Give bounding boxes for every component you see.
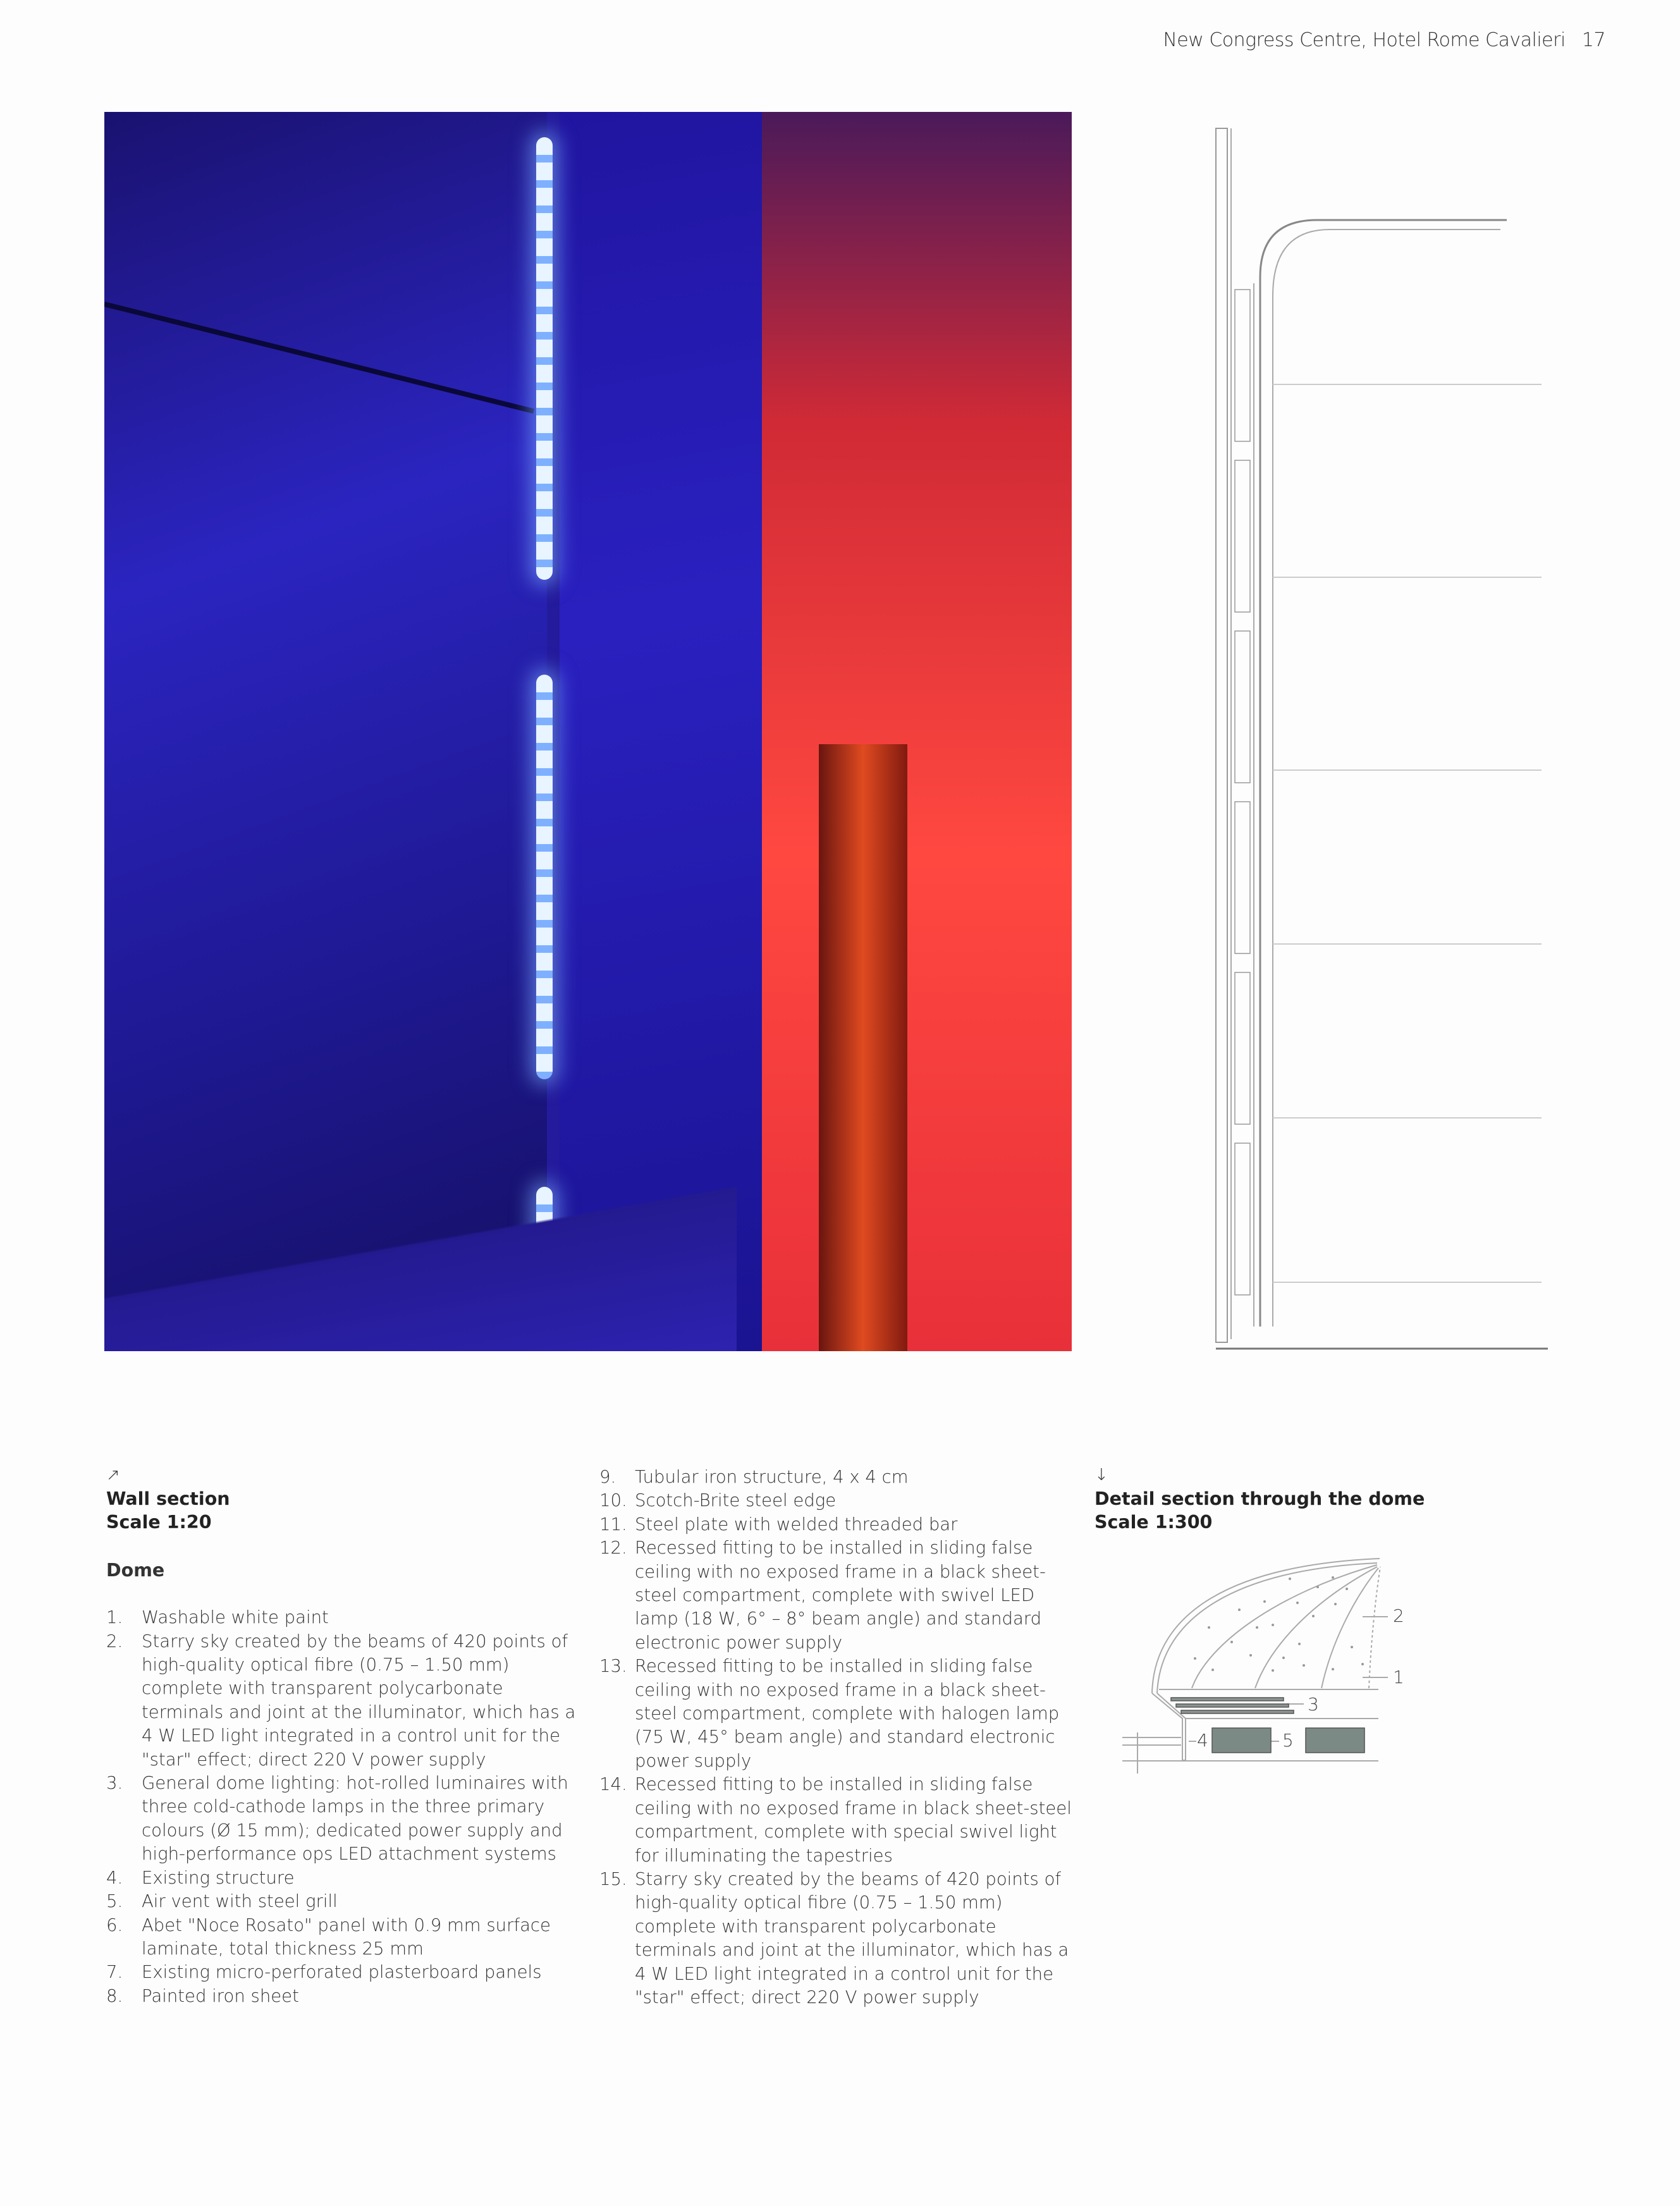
dome-label-4: 4	[1197, 1730, 1208, 1751]
arrow-up-right-icon: ↗	[106, 1466, 120, 1485]
item-text: Tubular iron structure, 4 x 4 cm	[635, 1467, 909, 1487]
item-number: 7.	[106, 1962, 123, 1983]
item-number: 8.	[106, 1985, 123, 2006]
item-number: 9.	[599, 1467, 616, 1487]
dome-label-1: 1	[1393, 1667, 1404, 1688]
legend-list	[599, 1466, 1080, 2009]
item-number: 1.	[106, 1607, 123, 1628]
legend-item	[106, 1985, 587, 2008]
led-strip	[536, 675, 553, 1079]
dome-label-3: 3	[1308, 1694, 1319, 1715]
wall-section-drawing	[1197, 119, 1551, 1352]
page-number: 17	[1581, 29, 1605, 51]
item-number: 4.	[106, 1867, 123, 1888]
legend-list	[106, 1606, 587, 2008]
legend-item	[599, 1655, 1080, 1773]
wall-section-caption-column	[106, 1466, 587, 2008]
legend-item	[106, 1961, 587, 1984]
legend-item	[106, 1630, 587, 1772]
corridor-vista	[762, 112, 1072, 1351]
item-number: 12.	[599, 1538, 627, 1559]
legend-item	[106, 1606, 587, 1629]
item-text: Steel plate with welded threaded bar	[635, 1514, 958, 1535]
legend-item	[599, 1513, 1080, 1536]
item-text: Scotch-Brite steel edge	[635, 1490, 837, 1511]
caption-scale: Scale 1:300	[1094, 1512, 1213, 1533]
item-text: Recessed fitting to be installed in sliding false ceiling with no exposed frame in a black sheet-steel compartment, complete with swivel LED lamp (18 W, 6° – 8° beam angle) and standard electronic power supply	[635, 1538, 1046, 1653]
item-number: 5.	[106, 1891, 123, 1912]
floor-reflection	[104, 1187, 737, 1351]
caption-scale: Scale 1:20	[106, 1512, 212, 1533]
item-text: Recessed fitting to be installed in sliding false ceiling with no exposed frame in a black sheet-steel compartment, complete with halogen lamp (75 W, 45° beam angle) and standard electronic power supply	[635, 1656, 1060, 1771]
legend-item	[599, 1466, 1080, 1489]
legend-item	[106, 1866, 587, 1890]
item-number: 2.	[106, 1631, 123, 1651]
corridor-photo	[104, 112, 1072, 1351]
legend-item	[599, 1536, 1080, 1655]
item-text: Recessed fitting to be installed in sliding false ceiling with no exposed frame in black sheet-steel compartment, complete with special swivel light for illuminating the tapestries	[635, 1774, 1072, 1866]
item-text: General dome lighting: hot-rolled luminaires with three cold-cathode lamps in the three primary colours (Ø 15 mm); dedicated power supply and high-performance ops LED attachment systems	[142, 1773, 568, 1865]
legend-item	[599, 1868, 1080, 2009]
item-text: Starry sky created by the beams of 420 points of high-quality optical fibre (0.75 – 1.50 mm) complete with transparent polycarbonate terminals and joint at the illuminator, which has a 4 W LED light integrated in a control unit for the "star" effect; direct 220 V power supply	[142, 1631, 576, 1770]
item-text: Washable white paint	[142, 1607, 329, 1628]
item-number: 11.	[599, 1514, 627, 1535]
column	[819, 744, 907, 1351]
running-header	[1163, 29, 1605, 51]
subhead-dome: Dome	[106, 1559, 165, 1581]
item-text: Existing micro-perforated plasterboard panels	[142, 1962, 542, 1983]
item-text: Air vent with steel grill	[142, 1891, 338, 1912]
wall-panel-left	[104, 112, 547, 1351]
item-number: 15.	[599, 1868, 627, 1889]
dome-section-drawing	[1088, 1454, 1562, 1909]
arrow-down-icon: ↓	[1094, 1466, 1108, 1485]
caption-title: Detail section through the dome	[1094, 1488, 1425, 1509]
legend-column-2	[599, 1466, 1080, 2009]
item-number: 6.	[106, 1915, 123, 1935]
legend-item	[599, 1489, 1080, 1512]
legend-item	[106, 1914, 587, 1961]
item-number: 13.	[599, 1656, 627, 1677]
dome-label-2: 2	[1393, 1605, 1404, 1626]
dome-label-5: 5	[1282, 1730, 1294, 1751]
item-number: 3.	[106, 1773, 123, 1794]
legend-item	[106, 1772, 587, 1866]
item-text: Abet "Noce Rosato" panel with 0.9 mm surface laminate, total thickness 25 mm	[142, 1915, 551, 1959]
item-text: Painted iron sheet	[142, 1985, 299, 2006]
legend-item	[106, 1890, 587, 1913]
legend-item	[599, 1773, 1080, 1868]
caption-title: Wall section	[106, 1488, 230, 1509]
item-text: Starry sky created by the beams of 420 points of high-quality optical fibre (0.75 – 1.50 mm) complete with transparent polycarbonate terminals and joint at the illuminator, which has a 4 W LED light integrated in a control unit for the "star" effect; direct 220 V power supply	[635, 1868, 1069, 2007]
header-title: New Congress Centre, Hotel Rome Cavalieri	[1163, 29, 1566, 51]
item-text: Existing structure	[142, 1867, 295, 1888]
item-number: 10.	[599, 1490, 627, 1511]
item-number: 14.	[599, 1774, 627, 1795]
led-strip	[536, 137, 553, 580]
